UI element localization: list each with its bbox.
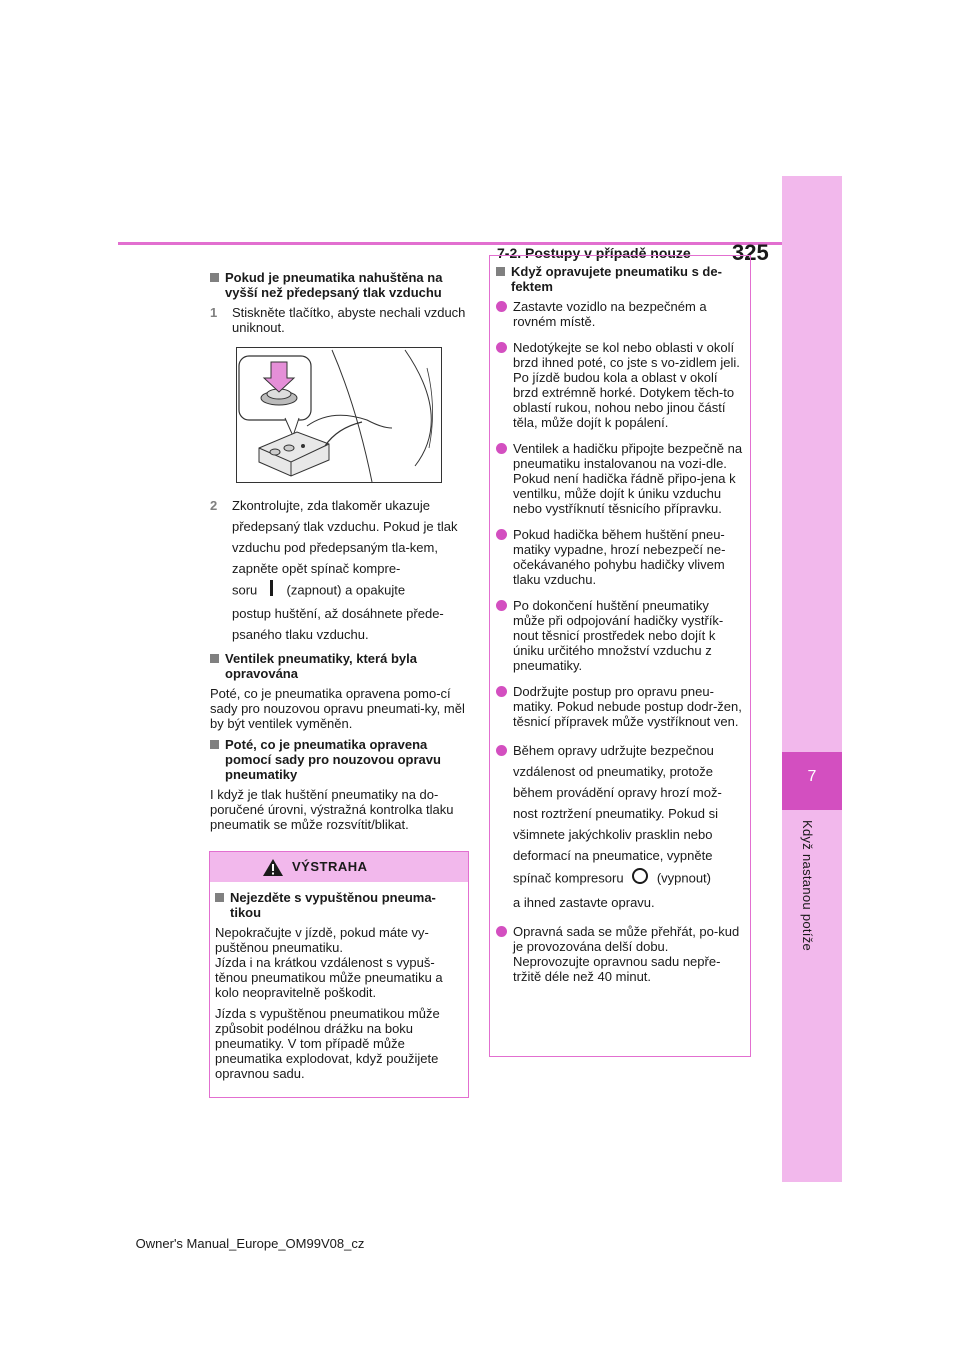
warning-header [210, 852, 468, 882]
square-bullet-icon [210, 273, 219, 282]
step-2: 2 Zkontrolujte, zda tlakoměr ukazuje předepsaný tlak vzduchu. Pokud je tlak vzduchu pod předepsaným tla-kem, zapněte opět spínač kompre- soru (zapnout) a opakujte postup huštění, až dosáhnete přede-psaného tlaku vzduchu. [210, 498, 458, 642]
square-bullet-icon [215, 893, 224, 902]
chapter-sidebar [782, 176, 842, 1182]
step-1: 1 Stiskněte tlačítko, abyste nechali vzduch uniknout. [210, 305, 466, 335]
warning-title: VÝSTRAHA [292, 859, 368, 874]
compressor-press-button-icon [237, 348, 441, 482]
chapter-title: Když nastanou potíže [800, 820, 815, 952]
compressor-illustration [236, 347, 442, 483]
caution-heading: Když opravujete pneumatiku s de-fektem [496, 264, 744, 294]
caution-item: Opravná sada se může přehřát, po-kud je provozována delší dobu. Neprovozujte opravnou sadu nepře-tržitě déle než 40 minut. [496, 924, 744, 984]
caution-box [489, 255, 751, 1057]
heading-valve: Ventilek pneumatiky, která byla opravována [210, 651, 468, 681]
caution-item: Ventilek a hadičku připojte bezpečně na pneumatiku instalovanou na vozi-dle. Pokud není hadička řádně připo-jena k ventilku, může dojít k úniku vzduchu nebo vystříknutí těsnicího přípravku. [496, 441, 744, 516]
caution-item: Dodržujte postup pro opravu pneu-matiky. Pokud nebude postup dodr-žen, těsnicí přípravek může vystříknout ven. [496, 684, 744, 729]
circle-bullet-icon [496, 745, 507, 756]
square-bullet-icon [496, 267, 505, 276]
compressor-on-icon [261, 579, 283, 603]
warning-icon [262, 858, 284, 877]
paragraph-valve: Poté, co je pneumatika opravena pomo-cí sady pro nouzovou opravu pneumati-ky, měl by být ventilek vyměněn. [210, 686, 465, 731]
caution-item: Pokud hadička během huštění pneu-matiky vypadne, hrozí nebezpečí ne-očekávaného pohybu hadičky vlivem tlaku vzduchu. [496, 527, 744, 587]
warning-box [209, 851, 469, 1098]
paragraph-after-repair: I když je tlak huštění pneumatiky na do-poručené úrovni, výstražná kontrolka tlaku pneumatik se může rozsvítit/blikat. [210, 787, 454, 832]
circle-bullet-icon [496, 686, 507, 697]
page-number: 325 [732, 240, 769, 265]
circle-bullet-icon [496, 529, 507, 540]
circle-bullet-icon [496, 600, 507, 611]
square-bullet-icon [210, 654, 219, 663]
warning-heading: Nejezděte s vypuštěnou pneuma-tikou [215, 890, 463, 920]
circle-bullet-icon [496, 926, 507, 937]
circle-bullet-icon [496, 301, 507, 312]
caution-item: Během opravy udržujte bezpečnou vzdálenost od pneumatiky, protože během provádění opravy hrozí mož-nost roztržení pneumatiky. Pokud si všimnete jakýchkoliv prasklin nebo deformací na pneumatice, vypněte spínač kompresoru (vypnout) a ihned zastavte opravu. [496, 740, 744, 913]
caution-item: Po dokončení huštění pneumatiky může při odpojování hadičky vystřík-nout těsnicí prostředek nebo dojít k úniku určitého množství vzduchu z pneumatiky. [496, 598, 744, 673]
chapter-number: 7 [807, 768, 817, 785]
compressor-off-icon [627, 866, 653, 892]
warning-paragraph-1: Nepokračujte v jízdě, pokud máte vy-puštěnou pneumatiku. Jízda i na krátkou vzdálenost s vypuš-těnou pneumatikou může pneumatiku a kolo neopravitelně poškodit. [215, 925, 443, 1000]
heading-overinflated: Pokud je pneumatika nahuštěna na vyšší než předepsaný tlak vzduchu [210, 270, 468, 300]
square-bullet-icon [210, 740, 219, 749]
caution-item: Zastavte vozidlo na bezpečném a rovném místě. [496, 299, 744, 329]
left-column [210, 270, 468, 838]
footer: Owner's Manual_Europe_OM99V08_cz [135, 1236, 365, 1251]
circle-bullet-icon [496, 443, 507, 454]
section-title: 7-2. Postupy v případě nouze [497, 245, 691, 261]
caution-item: Nedotýkejte se kol nebo oblasti v okolí brzd ihned poté, co jste s vo-zidlem jeli. Po jízdě budou kola a oblast v okolí brzd extrémně horké. Dotykem těch-to oblastí rukou, nohou nebo jinou částí těla, může dojít k popálení. [496, 340, 744, 430]
heading-after-repair: Poté, co je pneumatika opravena pomocí sady pro nouzovou opravu pneumatiky [210, 737, 468, 782]
warning-paragraph-2: Jízda s vypuštěnou pneumatikou může způsobit podélnou drážku na boku pneumatiky. V tom případě může pneumatika explodovat, když použijete opravnou sadu. [215, 1006, 440, 1081]
circle-bullet-icon [496, 342, 507, 353]
